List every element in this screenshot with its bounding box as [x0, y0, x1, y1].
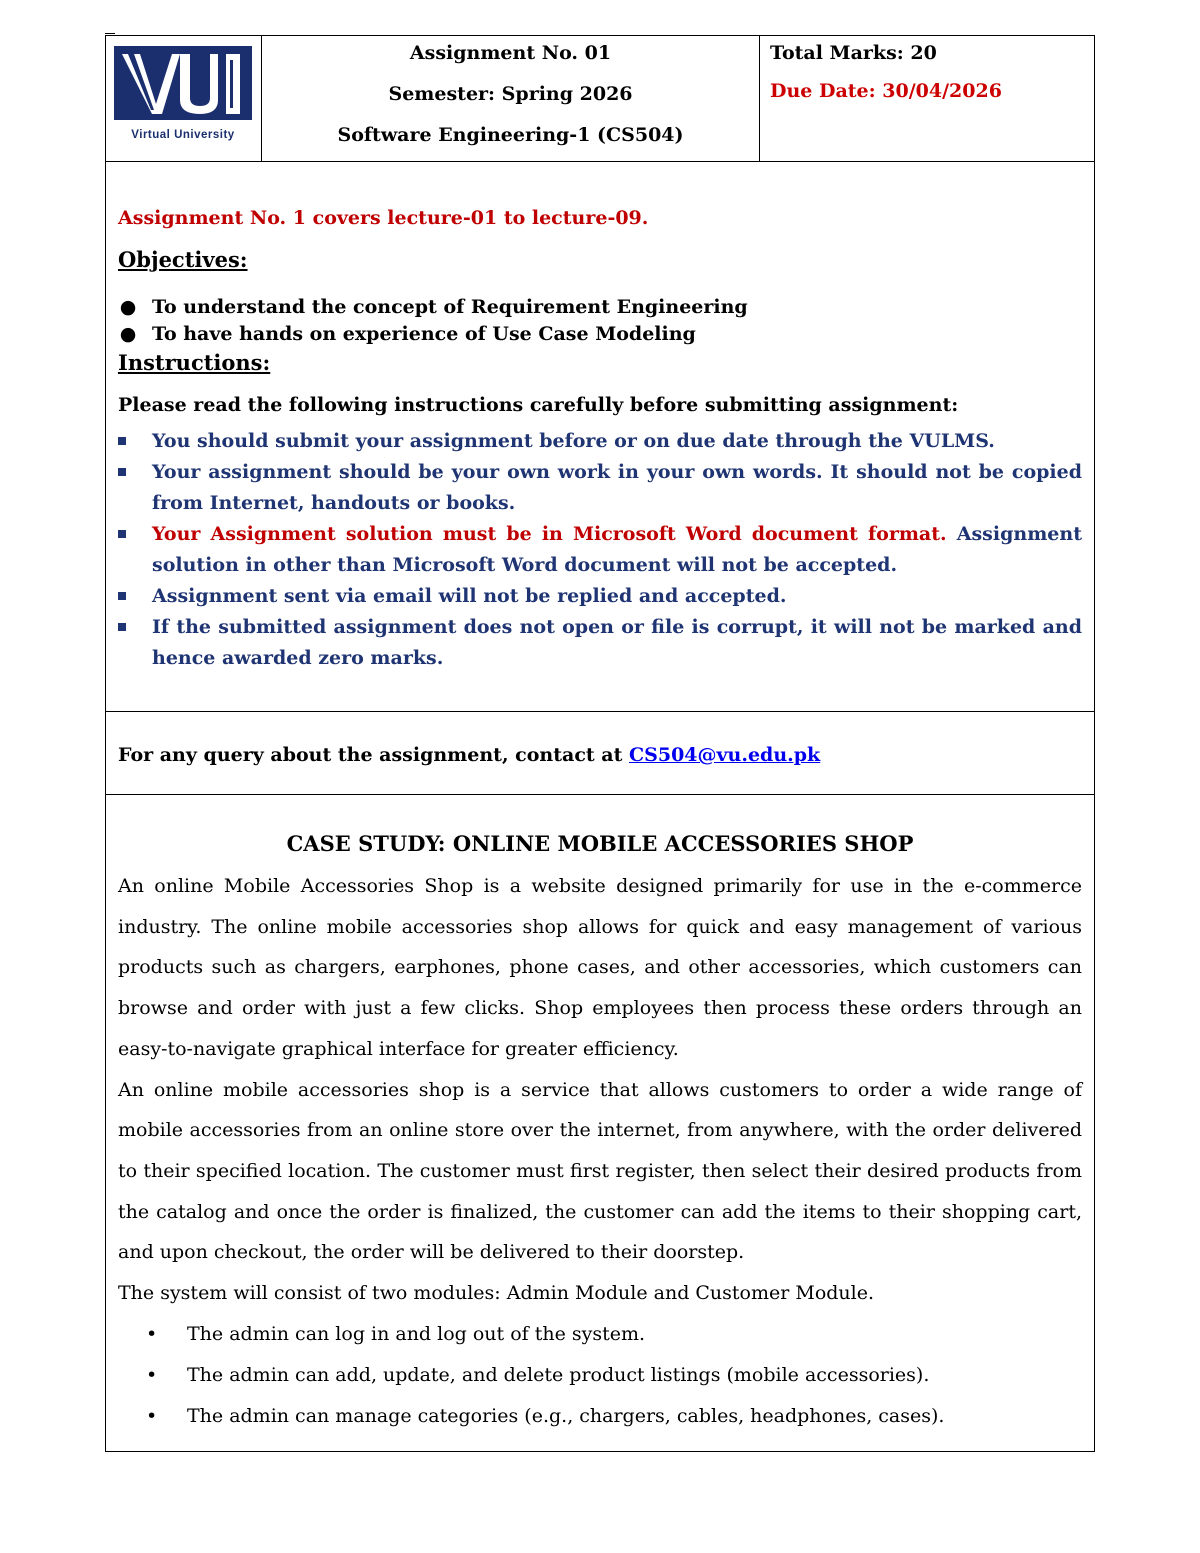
instructions-heading: Instructions: [118, 350, 271, 375]
assignment-document [105, 35, 1095, 1452]
bullet-icon: ● [119, 296, 137, 318]
objectives-list [118, 294, 1082, 348]
contact-row [106, 712, 1095, 795]
logo-cell [106, 36, 262, 162]
list-item: ● To understand the concept of Requirement Engineering [118, 294, 1082, 321]
square-bullet-icon [118, 468, 126, 476]
crop-mark [105, 33, 115, 34]
bullet-icon: • [146, 1322, 158, 1345]
square-bullet-icon [118, 437, 126, 445]
list-item: Assignment sent via email will not be replied and accepted. [118, 581, 1082, 612]
objectives-heading: Objectives: [118, 247, 248, 272]
list-item: Your Assignment solution must be in Microsoft Word document format. Assignment solution in other than Microsoft Word document will not be accepted. [118, 519, 1082, 581]
vu-logo [106, 36, 261, 146]
marks-cell [760, 36, 1095, 162]
case-paragraph-3: The system will consist of two modules: Admin Module and Customer Module. [118, 1282, 875, 1305]
contact-email-link[interactable]: CS504@vu.edu.pk [629, 744, 821, 766]
course-name: Software Engineering-1 (CS504) [337, 124, 684, 146]
vu-logo-graphic [114, 46, 252, 142]
logo-subtitle: Virtual University [131, 129, 235, 141]
square-bullet-icon [118, 623, 126, 631]
bullet-icon: • [146, 1363, 158, 1386]
case-study-row [106, 795, 1095, 1452]
due-date: Due Date: 30/04/2026 [770, 80, 1002, 102]
list-item: • The admin can add, update, and delete product listings (mobile accessories). [118, 1355, 1082, 1396]
list-item: You should submit your assignment before or on due date through the VULMS. [118, 426, 1082, 457]
case-paragraph-1: An online Mobile Accessories Shop is a website designed primarily for use in the e-commerce industry. The online mobile accessories shop allows for quick and easy management of various products such as chargers, earphones, phone cases, and other accessories, which customers can browse and order with just a few clicks. Shop employees then process these orders through an easy-to-navigate graphical interface for greater efficiency. [118, 875, 1082, 1060]
instructions-cell [106, 162, 1095, 712]
total-marks: Total Marks: 20 [770, 42, 937, 64]
instructions-intro: Please read the following instructions carefully before submitting assignment: [118, 394, 959, 416]
list-item: Your assignment should be your own work in your own words. It should not be copied from Internet, handouts or books. [118, 457, 1082, 519]
list-item: • The admin can log in and log out of the system. [118, 1314, 1082, 1355]
square-bullet-icon [118, 592, 126, 600]
list-item: • The admin can manage categories (e.g., chargers, cables, headphones, cases). [118, 1396, 1082, 1437]
assignment-number: Assignment No. 01 [409, 42, 612, 64]
list-item: If the submitted assignment does not open or file is corrupt, it will not be marked and hence awarded zero marks. [118, 612, 1082, 674]
instructions-row [106, 162, 1095, 712]
title-cell [262, 36, 760, 162]
semester: Semester: Spring 2026 [388, 83, 633, 105]
bullet-icon: ● [119, 323, 137, 345]
coverage-note: Assignment No. 1 covers lecture-01 to lecture-09. [118, 207, 649, 229]
header-row [106, 36, 1095, 162]
case-paragraph-2: An online mobile accessories shop is a service that allows customers to order a wide range of mobile accessories from an online store over the internet, from anywhere, with the order delivered to their specified location. The customer must first register, then select their desired products from the catalog and once the order is finalized, the customer can add the items to their shopping cart, and upon checkout, the order will be delivered to their doorstep. [118, 1078, 1082, 1264]
case-study-cell [106, 795, 1095, 1452]
contact-cell [106, 712, 1095, 795]
bullet-icon: • [146, 1404, 158, 1427]
case-study-title: CASE STUDY: ONLINE MOBILE ACCESSORIES SHOP [286, 831, 914, 856]
list-item: ● To have hands on experience of Use Case Modeling [118, 321, 1082, 348]
square-bullet-icon [118, 530, 126, 538]
admin-features-list [118, 1314, 1082, 1437]
instructions-list [118, 426, 1082, 674]
contact-text: For any query about the assignment, contact at [118, 744, 629, 766]
